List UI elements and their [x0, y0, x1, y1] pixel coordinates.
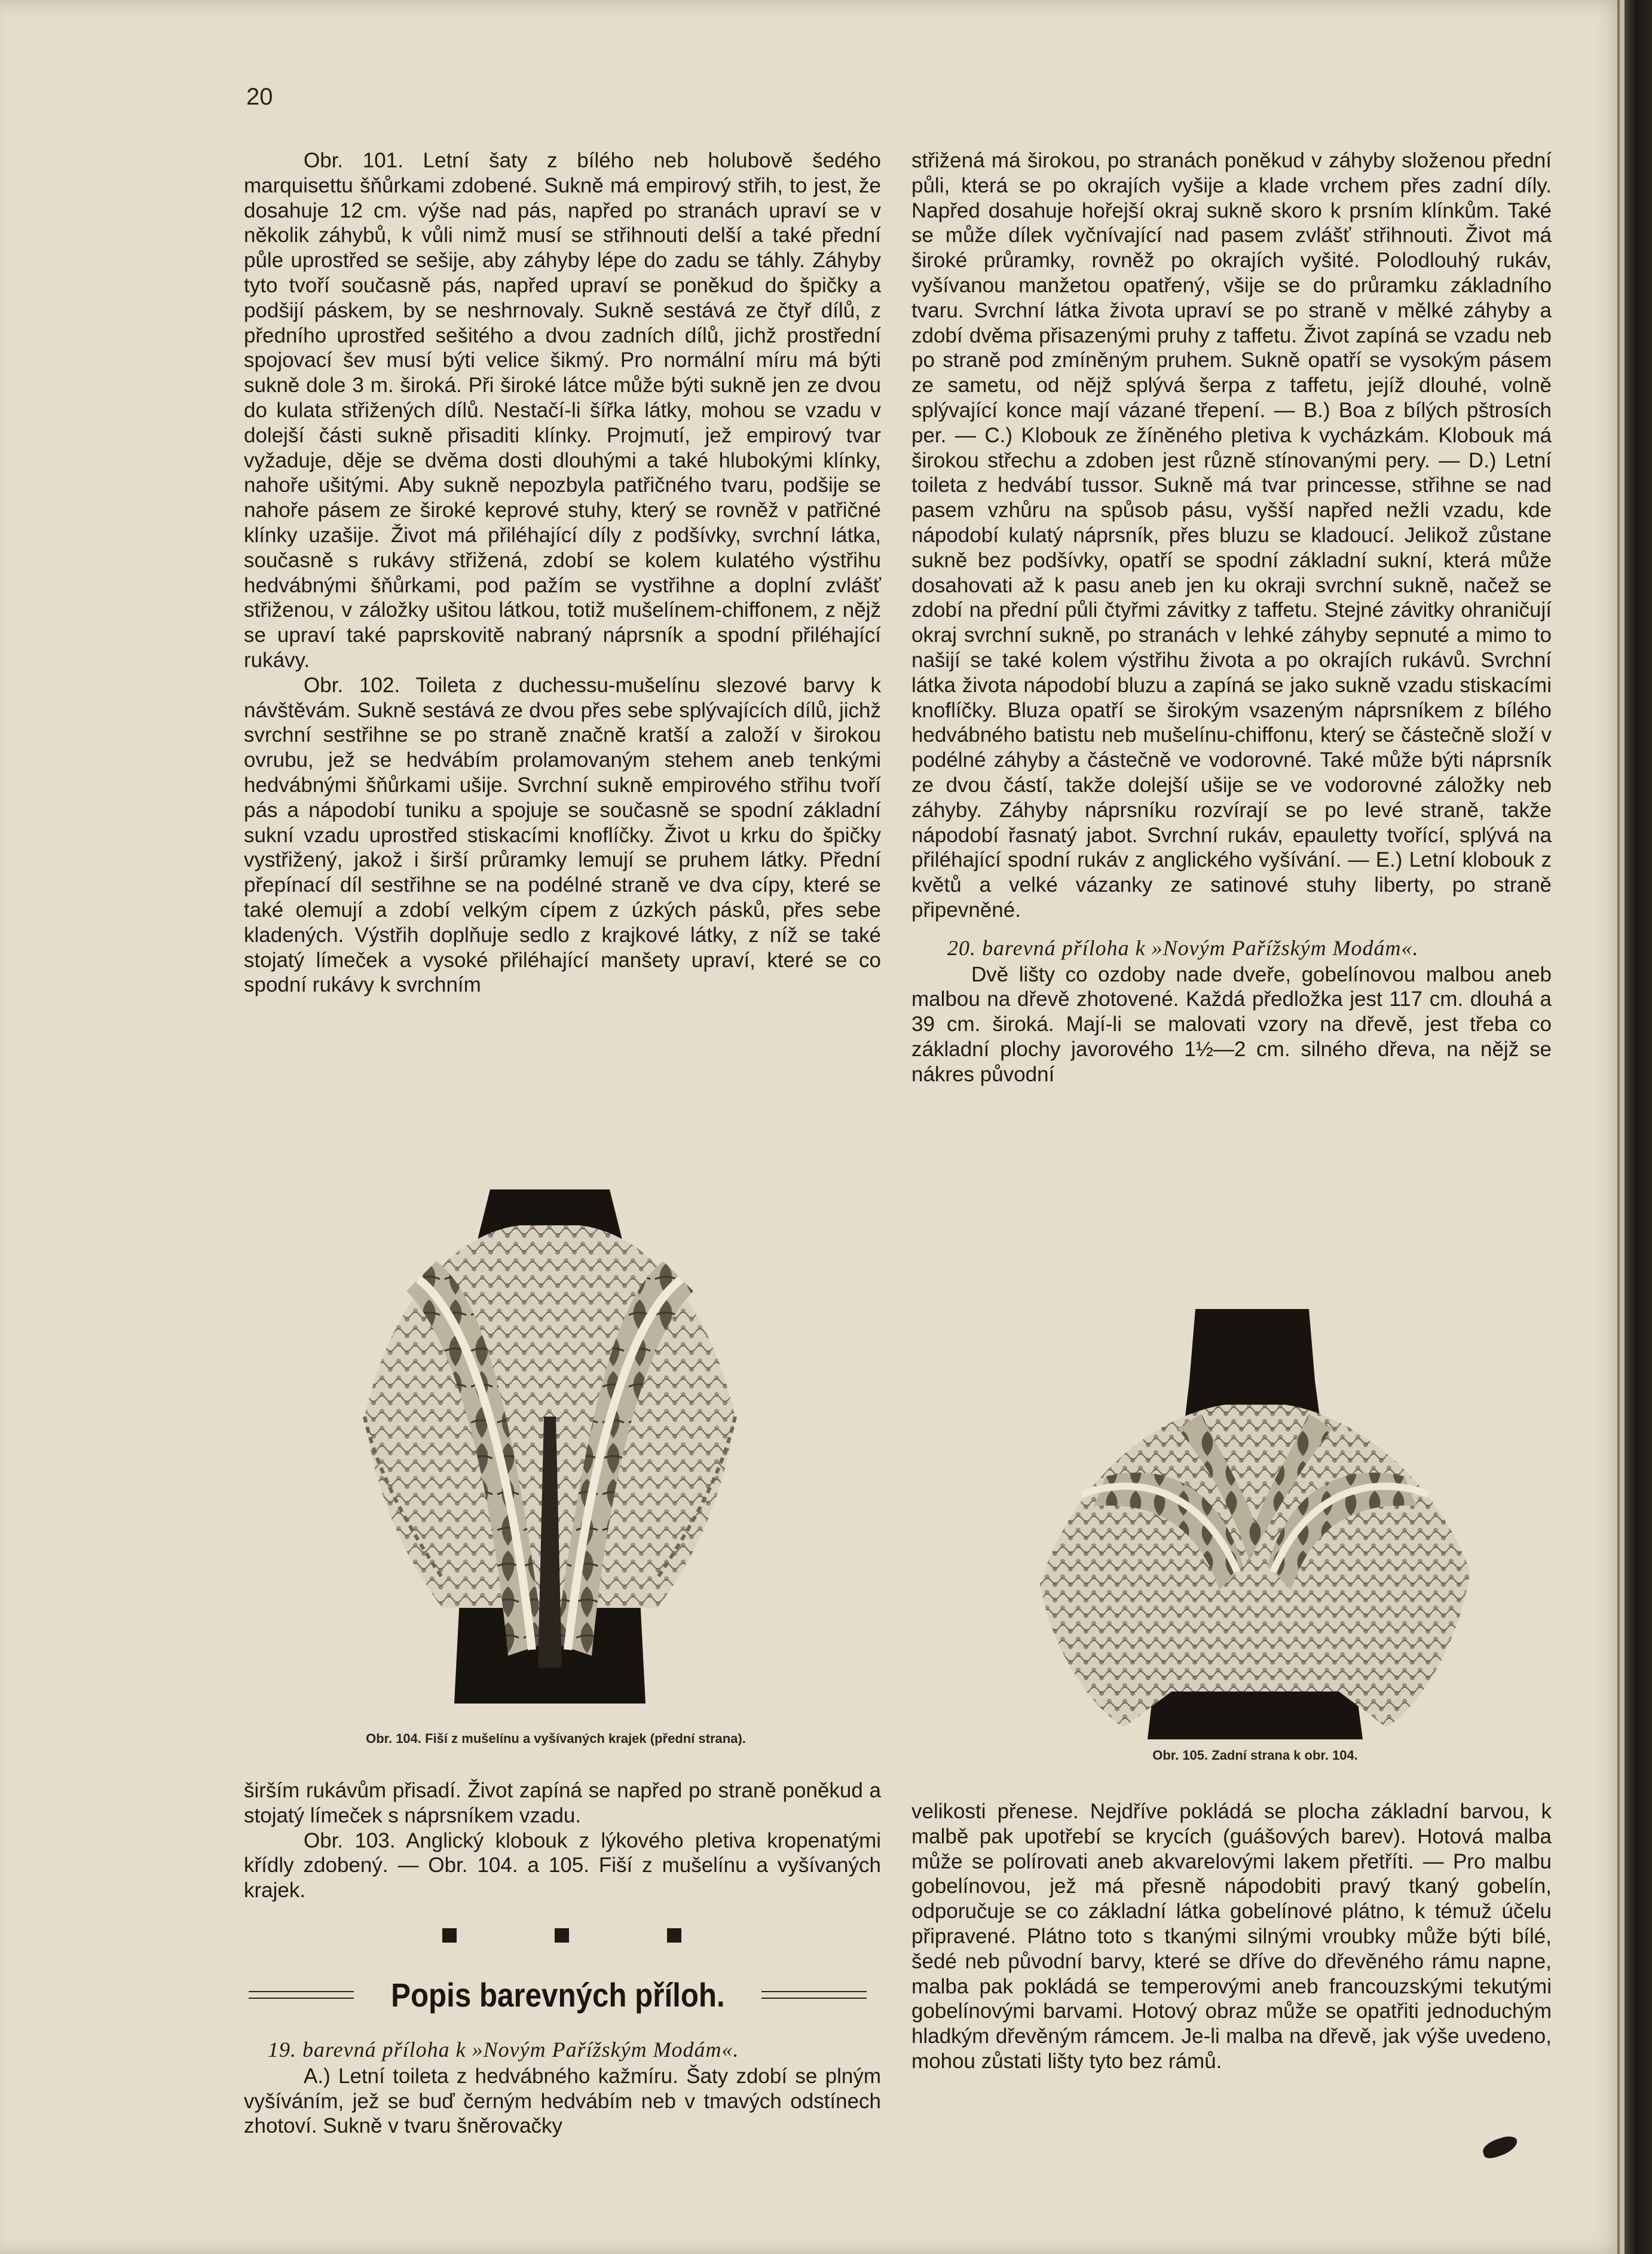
page-fold — [1617, 0, 1620, 2254]
paragraph-obr-103-105: Obr. 103. Anglický klobouk z lýkového pletiva kropenatými křídly zdobený. — Obr. 104. a 105. Fiší z mušelínu a vyšívaných krajek. — [244, 1828, 881, 1903]
left-column-end — [244, 2029, 881, 2139]
figure-105-illustration — [1028, 1309, 1482, 1739]
caption-figure-104: Obr. 104. Fiší z mušelínu a vyšívaných krajek (přední strana). — [366, 1731, 746, 1746]
fichu-front-image — [311, 1189, 789, 1727]
paragraph-gobelin: velikosti přenese. Nejdříve pokládá se plocha základní barvou, k malbě pak upotřebí se krycích (guášových barev). Hotová malba může se polírovati aneb akvarelovými lakem přetříti. — Pro malbu gobelínovou, jež má přesně nápodobiti pravý tkaný gobelín, odporučuje se co základní látka gobelínové plátno, k témuž účelu připravené. Plátno toto s tkanými silnými vroubky může býti bílé, šedé neb původní barvy, které se dříve do dřevěného rámu napne, malba pak pokládá se temperovými aneb francouzskými tekutými gobelínovými barvami. Hotový obraz může se opatřiti jednoduchým hladkým dřevěným rámcem. Je-li malba na dřevě, jak výše uvedeno, mohou zůstati lišty tyto bez rámů. — [911, 1800, 1552, 2073]
left-column-top — [244, 148, 881, 998]
heading-rule-left — [249, 1991, 354, 1999]
divider-square — [667, 1928, 681, 1943]
divider-square — [555, 1928, 569, 1943]
right-column-top — [911, 148, 1552, 1087]
section-divider — [442, 1928, 681, 1946]
paragraph-obr-102: Obr. 102. Toileta z duchessu-mušelínu slezové barvy k návštěvám. Sukně sestává ze dvou přes sebe splývajících dílů, jichž svrchní sestřihne se po straně značně kratší a založí v širokou ovrubu, jež se hedvábím prolamovaným stehem aneb tenkými hedvábnými šňůrkami ušije. Svrchní sukně empirového střihu tvoří pás a nápodobí tuniku a spojuje se současně se spodní základní sukní vzadu uprostřed stiskacími knoflíčky. Život u krku do špičky vystřižený, jakož i širší průramky lemují se pruhem látky. Přední přepínací díl sestřihne se na podélné straně ve dva cípy, které se také olemují a zdobí velkým cípem z úzkých pásků, přes sebe kladených. Výstřih doplňuje sedlo z krajkové látky, z níž se také stojatý límeček a vysoké přiléhající manšety upraví, které se co spodní rukávy k svrchním — [244, 673, 881, 997]
fichu-back-image — [1028, 1309, 1482, 1739]
caption-figure-105: Obr. 105. Zadní strana k obr. 104. — [1152, 1748, 1358, 1763]
figure-104-illustration — [311, 1189, 789, 1727]
paragraph-continuation-left: širším rukávům přisadí. Život zapíná se napřed po straně poněkud a stojatý límeček s náprsníkem vzadu. — [244, 1779, 881, 1827]
heading-plate-20: 20. barevná příloha k »Novým Pařížským Modám«. — [947, 935, 1419, 960]
paragraph-obr-101: Obr. 101. Letní šaty z bílého neb holubově šedého marquisettu šňůrkami zdobené. Sukně má empirový střih, to jest, že dosahuje 12 cm. výše nad pás, napřed po stranách upraví se v několik záhybů, k vůli nimž musí se střihnouti delší a také přední půle uprostřed se sešije, aby záhyby lépe do zadu se táhly. Záhyby tyto tvoří současně pás, napřed upraví se poněkud do špičky a podšijí páskem, by se neshrnovaly. Sukně sestává ze čtyř dílů, z předního uprostřed sešitého a dvou zadních dílů, jichž prostřední spojovací šev musí býti velice šikmý. Pro normální míru má býti sukně dole 3 m. široká. Při široké látce může býti sukně jen ze dvou do kulata střižených dílů. Nestačí-li šířka látky, mohou se vzadu v dolejší části sukně přisaditi klínky. Projmutí, jež empirový tvar vyžaduje, děje se dvěma dosti dlouhými a také hlubokými klínky, nahoře ušitými. Aby sukně nepozbyla patřičného tvaru, podšije se nahoře pásem ze široké keprové stuhy, který se rovněž v patřičné klínky uzašije. Život má přiléhající díly z podšívky, svrchní látka, současně s rukávy střižená, zdobí se kolem kulatého výstřihu hedvábnými šňůrkami, pod pažím se vystřihne a doplní zvlášť střiženou, v záložky ušitou látkou, totiž mušelínem-chiffonem, z nějž se upraví také paprskovitě nabraný náprsník a spodní přiléhající rukávy. — [244, 149, 881, 672]
section-heading — [234, 1974, 881, 2016]
right-column-bottom — [911, 1799, 1552, 2074]
paragraph-continuation: střižená má širokou, po stranách poněkud v záhyby složenou přední půli, která se po okrajích vyšije a klade vrchem přes zadní díly. Napřed dosahuje hořejší okraj sukně skoro k prsním klínkům. Také se může dílek vyčnívající nad pasem zvlášť střihnouti. Život má široké průramky, rovněž po okrajích vyšité. Polodlouhý rukáv, vyšívanou manžetou opatřený, všije se do průramku základního tvaru. Svrchní látka života upraví se po straně v mělké záhyby a zdobí dvěma přisazenými pruhy z taffetu. Život zapíná se vzadu neb po straně pod zmíněným pruhem. Sukně opatří se vysokým pásem ze sametu, od nějž splývá šerpa z taffetu, jejíž dlouhé, volně splývající konce mají vázané třepení. — B.) Boa z bílých pštrosích per. — C.) Klobouk ze žíněného pletiva k vycházkám. Klobouk má širokou střechu a zdoben jest různě stínovanými pery. — D.) Letní toileta z hedvábí tussor. Sukně má tvar princesse, střihne se nad pasem vzhůru na spůsob pásu, vyšší napřed nežli vzadu, kde nápodobí kulatý náprsník, přes bluzu se kladoucí. Jelikož zůstane sukně bez podšívky, opatří se spodní základní sukní, která může dosahovati až k pasu aneb jen ku okraji svrchní sukně, načež se zdobí na přední půli čtyřmi závitky z taffetu. Stejné závitky ohraničují okraj svrchní sukně, po stranách v lehké záhyby sepnuté a mimo to našijí se také kolem výstřihu života a po okrajích rukávů. Svrchní látka života nápodobí bluzu a zapíná se jako sukně vzadu stiskacími knoflíčky. Bluza opatří se širokým vsazeným náprsníkem z bílého hedvábného batistu neb mušelínu-chiffonu, který se částečně složí v podélné záhyby a částečně ve vodorovné. Také může býti náprsník ze dvou částí, takže dolejší ušije se ve vodorovné záložky neb záhyby. Záhyby náprsníku rozvírají se po levé straně, takže nápodobí řasnatý jabot. Svrchní rukáv, epauletty tvořící, splývá na přiléhající spodní rukáv z anglického vyšívání. — E.) Letní klobouk z květů a velké vázanky ze satinové stuhy liberty, po straně připevněné. — [911, 149, 1552, 922]
paragraph-plate-20: Dvě lišty co ozdoby nade dveře, gobelínovou malbou aneb malbou na dřevě zhotovené. Každá předložka jest 117 cm. dlouhá a 39 cm. široká. Mají-li se malovati vzory na dřevě, jest třeba co základní plochy javorového 1½—2 cm. silného dřeva, na nějž se nákres původní — [911, 962, 1552, 1086]
section-title: Popis barevných příloh. — [390, 1975, 725, 2014]
paragraph-plate-19-a: A.) Letní toileta z hedvábného kažmíru. Šaty zdobí se plným vyšíváním, jež se buď černým hedvábím neb v tmavých odstínech zhotoví. Sukně v tvaru šněrovačky — [244, 2064, 881, 2138]
divider-square — [442, 1928, 457, 1943]
left-column-bottom — [244, 1778, 881, 1903]
binding-edge — [1625, 0, 1652, 2254]
heading-rule-right — [761, 1991, 867, 1999]
heading-plate-19: 19. barevná příloha k »Novým Pařížským Modám«. — [268, 2038, 739, 2062]
page-number: 20 — [246, 84, 273, 110]
